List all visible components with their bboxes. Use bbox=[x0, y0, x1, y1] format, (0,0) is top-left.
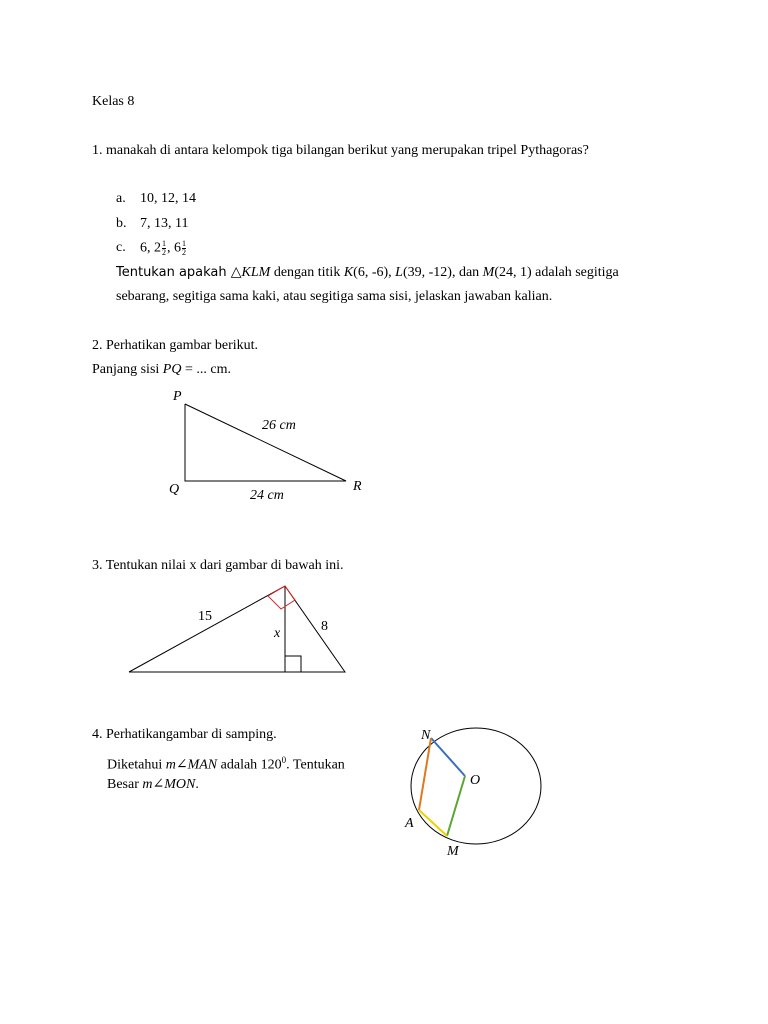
segment-OM bbox=[447, 776, 465, 836]
q3-right-angle-marker-top bbox=[268, 586, 295, 609]
q1-option-a-text: 10, 12, 14 bbox=[140, 191, 196, 206]
q1-option-b-letter: b. bbox=[116, 216, 127, 231]
q1-followup-line2: sebarang, segitiga sama kaki, atau segitiga sama sisi, jelaskan jawaban kalian. bbox=[116, 289, 553, 304]
segment-NO bbox=[431, 738, 465, 776]
label-side-15: 15 bbox=[198, 609, 212, 624]
segment-NA bbox=[419, 738, 431, 810]
q1-option-b-text: 7, 13, 11 bbox=[140, 216, 189, 231]
fraction-half-1: $\frac{1}{2}$ bbox=[162, 239, 166, 257]
question-3-text: 3. Tentukan nilai x dari gambar di bawah ini. bbox=[92, 558, 344, 573]
q1-option-a-letter: a. bbox=[116, 191, 126, 206]
q4-circle-figure bbox=[404, 728, 541, 859]
label-M: M bbox=[447, 844, 459, 859]
label-base: 24 cm bbox=[250, 488, 284, 503]
q2-triangle-outline bbox=[185, 404, 346, 481]
label-A: A bbox=[405, 816, 414, 831]
q3-right-angle-marker-bottom bbox=[285, 656, 301, 672]
label-height-x: x bbox=[274, 626, 281, 641]
q1-option-c-text: 6, 2 $\frac{1}{2}$ , 6 $\frac{1}{2}$ bbox=[140, 239, 186, 257]
segment-AM bbox=[419, 810, 447, 836]
q3-triangle-figure bbox=[129, 586, 345, 672]
fraction-half-2: $\frac{1}{2}$ bbox=[182, 239, 186, 257]
class-label: Kelas 8 bbox=[92, 94, 135, 109]
question-1-text: 1. manakah di antara kelompok tiga bilangan berikut yang merupakan tripel Pythagoras? bbox=[92, 143, 589, 158]
q2-triangle-figure bbox=[169, 389, 362, 503]
label-hypotenuse: 26 cm bbox=[262, 418, 296, 433]
label-Q: Q bbox=[169, 482, 180, 497]
q1-followup-line1: Tentukan apakah △KLM dengan titik K(6, -6), L(39, -12), dan M(24, 1) adalah segitiga bbox=[116, 265, 619, 280]
question-2-text: 2. Perhatikan gambar berikut. bbox=[92, 338, 259, 353]
q3-triangle-outline bbox=[129, 586, 345, 672]
question-4-line1: 4. Perhatikangambar di samping. bbox=[92, 727, 277, 742]
label-N: N bbox=[421, 728, 431, 743]
question-2-prompt: Panjang sisi PQ = ... cm. bbox=[92, 362, 231, 377]
question-4-line2: Diketahui m∠MAN adalah $120^0$. Tentukan bbox=[107, 755, 345, 773]
label-O: O bbox=[470, 773, 481, 788]
label-side-8: 8 bbox=[321, 619, 328, 634]
label-P: P bbox=[173, 389, 182, 404]
question-4-line3: Besar m∠MON. bbox=[107, 777, 199, 792]
label-R: R bbox=[353, 479, 362, 494]
q1-option-c-letter: c. bbox=[116, 240, 126, 255]
